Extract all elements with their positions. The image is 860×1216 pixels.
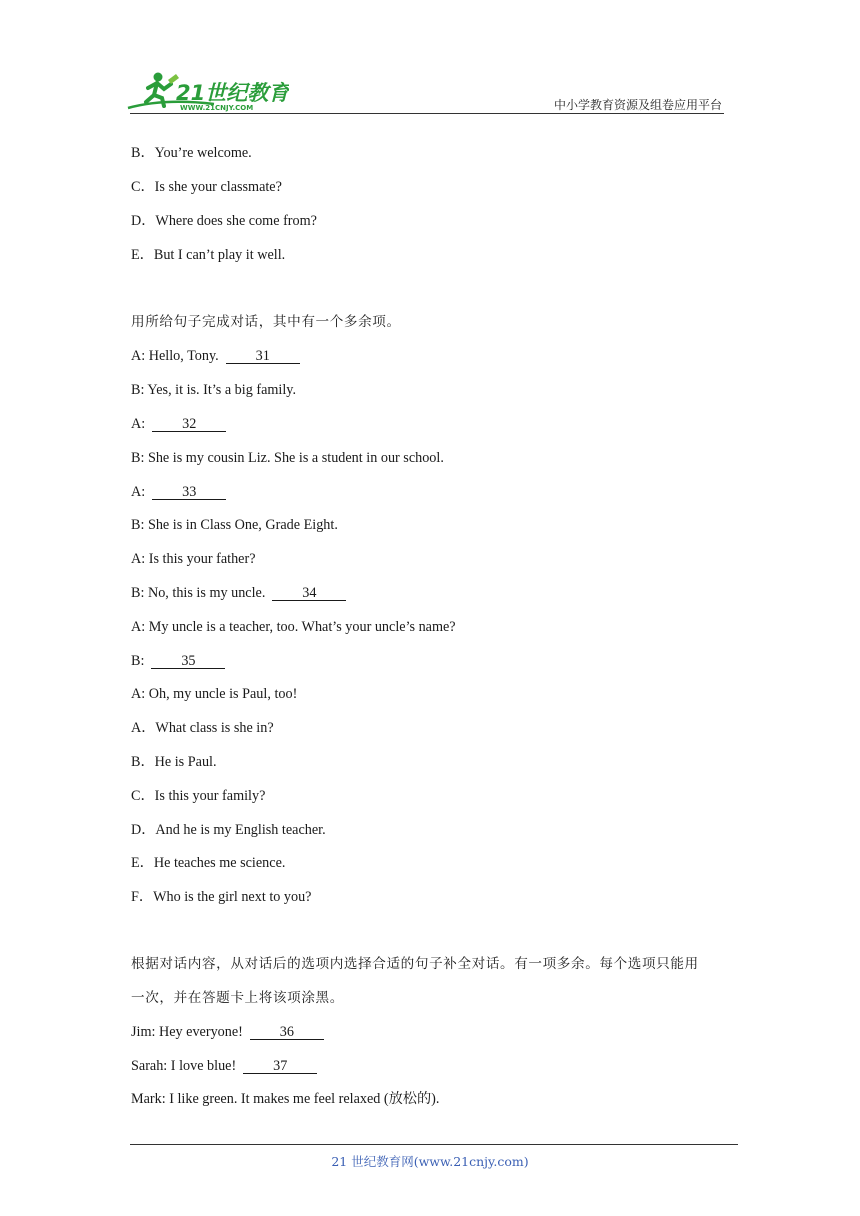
header-divider: [130, 113, 724, 114]
option-e: E．But I can’t play it well.: [131, 247, 286, 263]
dialogue-line: [131, 652, 225, 670]
choice-b: B．He is Paul.: [131, 754, 217, 770]
choice-f: F．Who is the girl next to you?: [131, 889, 312, 905]
dialogue-line: A: My uncle is a teacher, too. What’s your uncle’s name?: [131, 619, 456, 635]
page-header: [0, 0, 860, 120]
option-d: D．Where does she come from?: [131, 213, 317, 229]
section-instruction-cont: 一次，并在答题卡上将该项涂黑。: [131, 990, 344, 1006]
dialogue-line: Mark: I like green. It makes me feel relaxed (放松的).: [131, 1091, 440, 1107]
dialogue-text: B:: [131, 653, 145, 669]
answer-blank: 36: [250, 1025, 324, 1040]
dialogue-text: A: Hello, Tony.: [131, 348, 219, 364]
option-c: C．Is she your classmate?: [131, 179, 282, 195]
section-instruction: 根据对话内容，从对话后的选项内选择合适的句子补全对话。有一项多余。每个选项只能用: [131, 956, 699, 972]
dialogue-text: A:: [131, 484, 146, 500]
dialogue-line: B: She is in Class One, Grade Eight.: [131, 517, 338, 533]
platform-name: 中小学教育资源及组卷应用平台: [553, 98, 722, 112]
dialogue-line: A: Is this your father?: [131, 551, 256, 567]
dialogue-text: B: No, this is my uncle.: [131, 585, 266, 601]
svg-text:WWW.21CNJY.COM: WWW.21CNJY.COM: [180, 104, 254, 112]
option-b: B．You’re welcome.: [131, 145, 252, 161]
dialogue-line: [131, 1023, 324, 1041]
dialogue-line: B: She is my cousin Liz. She is a student in our school.: [131, 450, 444, 466]
dialogue-text: A:: [131, 416, 146, 432]
dialogue-text: Sarah: I love blue!: [131, 1058, 237, 1074]
choice-c: C．Is this your family?: [131, 788, 266, 804]
answer-blank: 35: [151, 654, 225, 669]
answer-blank: 34: [272, 586, 346, 601]
choice-d: D．And he is my English teacher.: [131, 822, 326, 838]
dialogue-line: [131, 1057, 317, 1075]
answer-blank: 32: [152, 417, 226, 432]
dialogue-line: [131, 483, 226, 501]
dialogue-line: [131, 415, 226, 433]
section-instruction: 用所给句子完成对话，其中有一个多余项。: [131, 314, 401, 330]
svg-text:21世纪教育: 21世纪教育: [176, 81, 289, 105]
footer-divider: [130, 1144, 738, 1145]
choice-a: A．What class is she in?: [131, 720, 274, 736]
dialogue-line: [131, 584, 346, 602]
footer-link[interactable]: 21 世纪教育网(www.21cnjy.com): [331, 1154, 529, 1169]
choice-e: E．He teaches me science.: [131, 855, 286, 871]
dialogue-line: A: Oh, my uncle is Paul, too!: [131, 686, 298, 702]
answer-blank: 33: [152, 485, 226, 500]
site-logo: [124, 68, 289, 114]
dialogue-text: Jim: Hey everyone!: [131, 1024, 243, 1040]
dialogue-line: B: Yes, it is. It’s a big family.: [131, 382, 297, 398]
dialogue-line: [131, 347, 300, 365]
answer-blank: 31: [226, 349, 300, 364]
answer-blank: 37: [243, 1059, 317, 1074]
